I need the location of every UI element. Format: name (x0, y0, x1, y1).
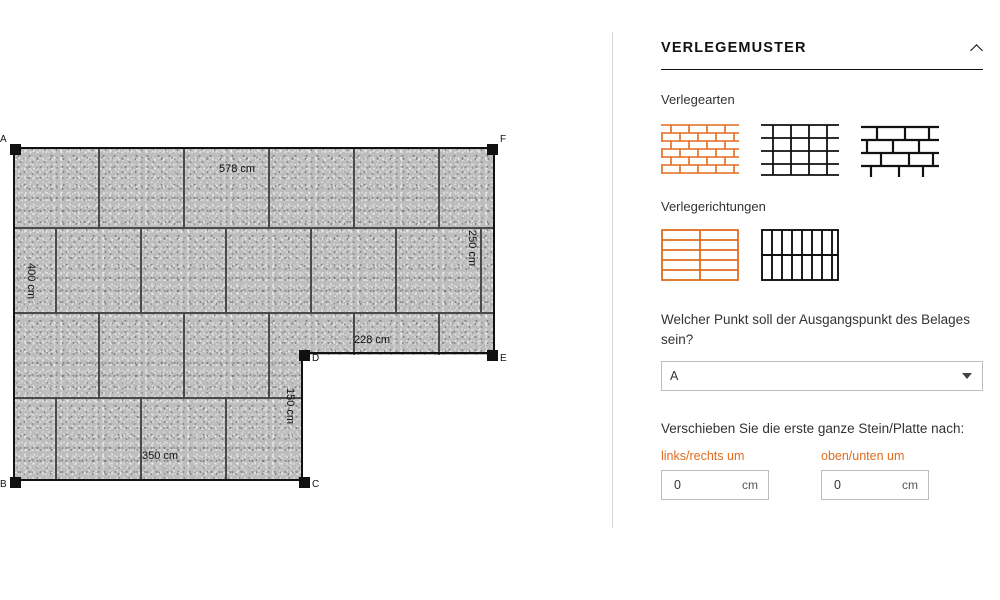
verlegemuster-panel (613, 0, 1000, 600)
directions-label: Verlegerichtungen (661, 199, 766, 214)
shift-vertical-box[interactable] (821, 470, 929, 500)
dimension-left-height: 400 cm (25, 263, 37, 300)
start-point-question: Welcher Punkt soll der Ausgangspunkt des Belages sein? (661, 312, 970, 347)
pattern-option-running-bond-orange[interactable] (661, 119, 739, 177)
dimension-bottom-width: 350 cm (142, 450, 179, 462)
shift-horizontal-label: links/rechts um (661, 448, 745, 463)
shift-vertical-unit: cm (902, 477, 918, 492)
shift-horizontal-input[interactable] (672, 477, 728, 493)
direction-option-vertical-black[interactable] (761, 226, 839, 284)
dimension-inner-width: 228 cm (354, 334, 391, 346)
shift-fields (661, 449, 1000, 500)
shift-field-vertical (821, 449, 929, 500)
corner-label-C: C (312, 479, 320, 490)
corner-label-B: B (0, 479, 7, 490)
shift-title: Verschieben Sie die erste ganze Stein/Platte nach: (661, 421, 965, 437)
corner-marker-A[interactable] (10, 144, 21, 155)
pattern-option-offset-bond-black[interactable] (861, 119, 939, 177)
panel-header[interactable] (661, 40, 983, 70)
shift-field-horizontal (661, 449, 769, 500)
floor-plan (0, 134, 507, 490)
corner-label-A: A (0, 134, 7, 145)
pattern-option-stacked-bond-black[interactable] (761, 119, 839, 177)
corner-marker-C[interactable] (299, 477, 310, 488)
corner-marker-F[interactable] (487, 144, 498, 155)
direction-option-horizontal-orange[interactable] (661, 226, 739, 284)
chevron-up-icon[interactable] (971, 42, 983, 54)
corner-label-D: D (312, 353, 320, 364)
shift-vertical-input[interactable] (832, 477, 888, 493)
chevron-down-icon[interactable] (962, 373, 972, 379)
corner-label-F: F (500, 134, 507, 145)
patterns-label: Verlegearten (661, 92, 735, 107)
page-title: VERLEGEMUSTER (661, 40, 807, 56)
dimension-right-height: 250 cm (466, 230, 478, 267)
dimension-top-width: 578 cm (219, 163, 256, 175)
shift-horizontal-box[interactable] (661, 470, 769, 500)
dimension-notch-height: 150 cm (284, 388, 296, 425)
corner-marker-D[interactable] (299, 350, 310, 361)
directions-row (661, 226, 1000, 284)
corner-marker-E[interactable] (487, 350, 498, 361)
start-point-value: A (670, 369, 679, 384)
plan-outline (12, 146, 512, 491)
corner-marker-B[interactable] (10, 477, 21, 488)
start-point-select[interactable] (661, 361, 983, 391)
corner-label-E: E (500, 353, 507, 364)
shift-horizontal-unit: cm (742, 477, 758, 492)
patterns-row (661, 119, 1000, 177)
shift-vertical-label: oben/unten um (821, 448, 905, 463)
